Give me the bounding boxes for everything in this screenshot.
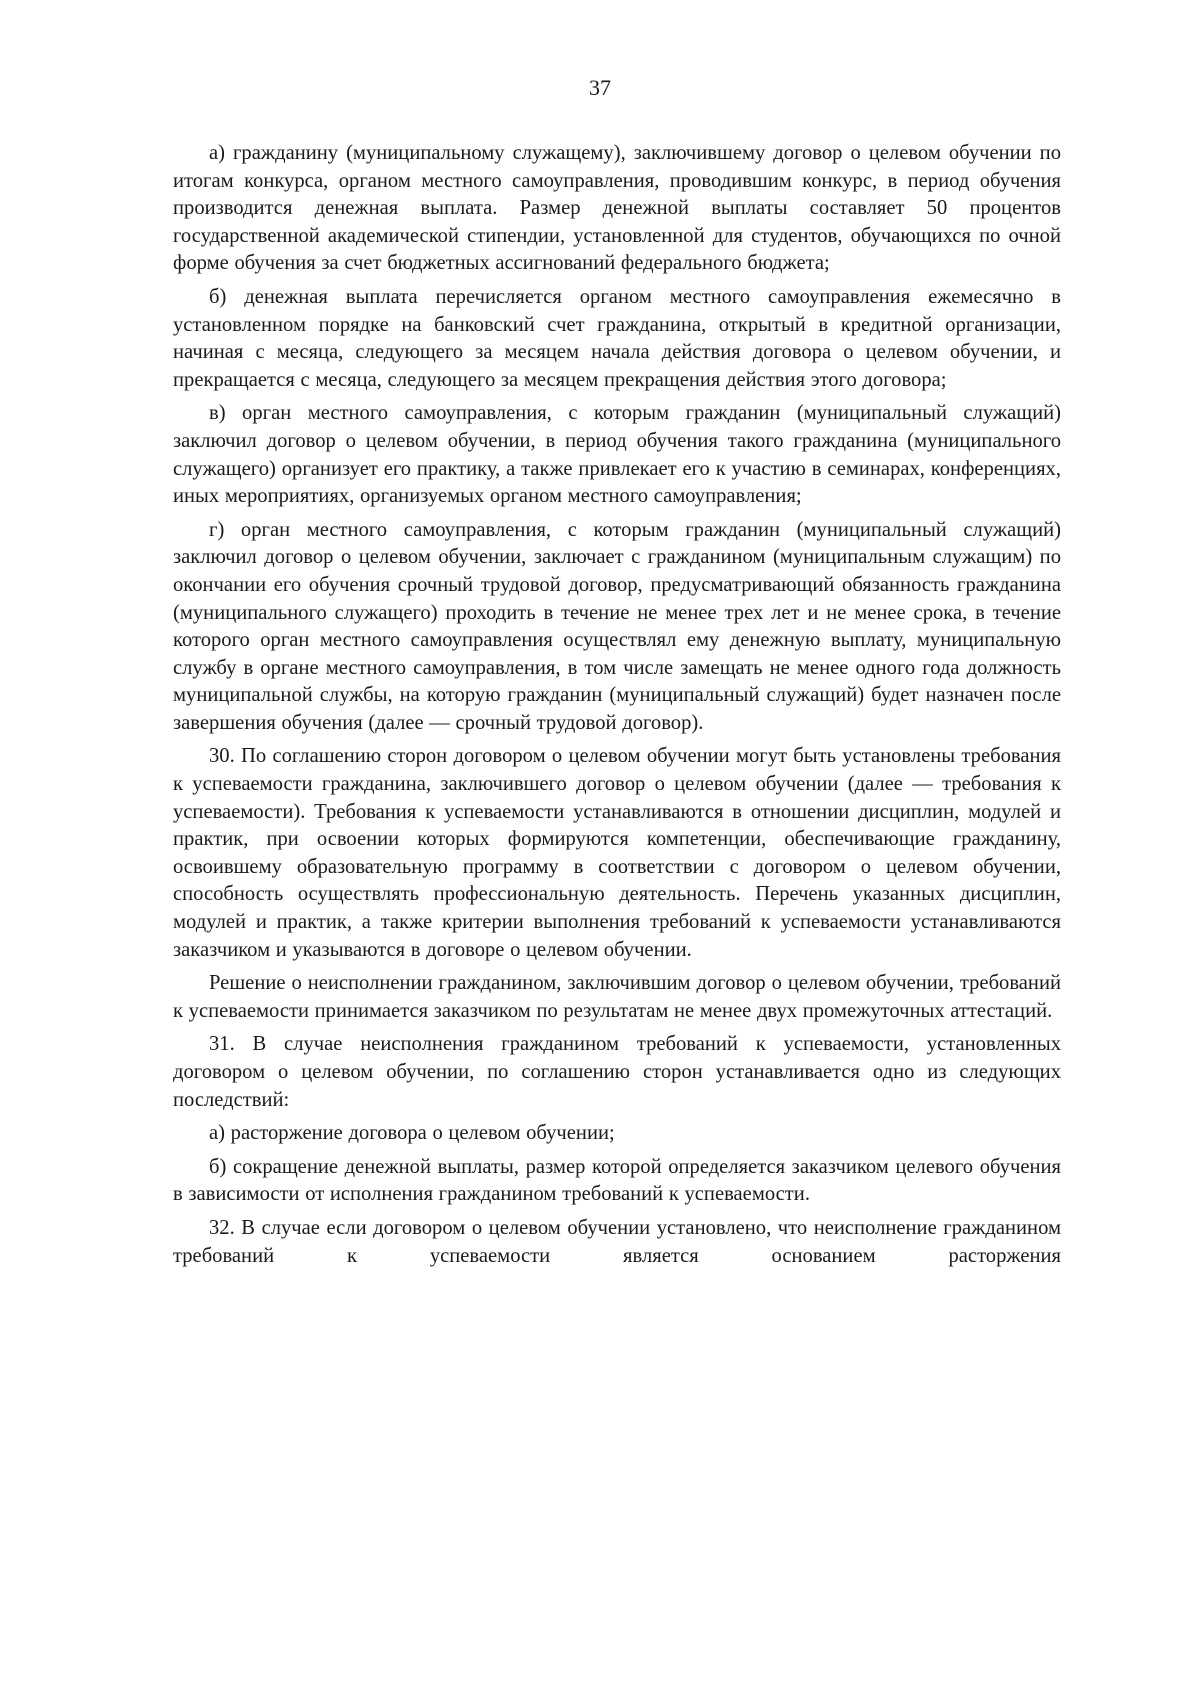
paragraph-31-a: а) расторжение договора о целевом обучении; — [209, 1122, 615, 1145]
paragraph-a-payment: а) гражданину (муниципальному служащему), заключившему договор о целевом обучении по итогам конкурса, органом местного самоуправления, проводившим конкурс, в период обучения производится денежная выплата. Размер денежной выплаты составляет 50 процентов государственной академической стипендии, установленной для студентов, обучающихся по очной форме обучения за счет бюджетных ассигнований федерального бюджета; — [173, 142, 1061, 275]
paragraph-b-transfer: б) денежная выплата перечисляется органом местного самоуправления ежемесячно в установленном порядке на банковский счет гражданина, открытый в кредитной организации, начиная с месяца, следующего за месяцем начала действия договора о целевом обучении, и прекращается с месяца, следующего за месяцем прекращения действия этого договора; — [173, 285, 1061, 391]
paragraph-g-contract: г) орган местного самоуправления, с которым гражданин (муниципальный служащий) заключил договор о целевом обучении, заключает с гражданином (муниципальным служащим) по окончании его обучения срочный трудовой договор, предусматривающий обязанность гражданина (муниципального служащего) проходить в течение не менее трех лет и не менее срока, в течение которого орган местного самоуправления осуществлял ему денежную выплату, муниципальную службу в органе местного самоуправления, в том числе замещать не менее одного года должность муниципальной службы, на которую гражданин (муниципальный служащий) будет назначен после завершения обучения (далее — срочный трудовой договор). — [173, 518, 1061, 734]
paragraph-31-b: б) сокращение денежной выплаты, размер которой определяется заказчиком целевого обучения в зависимости от исполнения гражданином требований к успеваемости. — [173, 1155, 1061, 1206]
paragraph-32: 32. В случае если договором о целевом обучении установлено, что неисполнение гражданином требований к успеваемости является основанием расторжения — [173, 1216, 1061, 1267]
document-body — [173, 140, 1061, 1270]
paragraph-v-practice: в) орган местного самоуправления, с которым гражданин (муниципальный служащий) заключил договор о целевом обучении, в период обучения такого гражданина (муниципального служащего) организует его практику, а также привлекает его к участию в семинарах, конференциях, иных мероприятиях, организуемых органом местного самоуправления; — [173, 402, 1061, 508]
page-number: 37 — [589, 75, 611, 100]
paragraph-30-requirements: 30. По соглашению сторон договором о целевом обучении могут быть установлены требования к успеваемости гражданина, заключившего договор о целевом обучении (далее — требования к успеваемости). Требования к успеваемости устанавливаются в отношении дисциплин, модулей и практик, при освоении которых формируются компетенции, обеспечивающие гражданину, освоившему образовательную программу в соответствии с договором о целевом обучении, способность осуществлять профессиональную деятельность. Перечень указанных дисциплин, модулей и практик, а также критерии выполнения требований к успеваемости устанавливаются заказчиком и указываются в договоре о целевом обучении. — [173, 745, 1061, 961]
paragraph-decision: Решение о неисполнении гражданином, заключившим договор о целевом обучении, требований к успеваемости принимается заказчиком по результатам не менее двух промежуточных аттестаций. — [173, 972, 1061, 1022]
paragraph-31-consequences: 31. В случае неисполнения гражданином требований к успеваемости, установленных договором о целевом обучении, по соглашению сторон устанавливается одно из следующих последствий: — [173, 1033, 1061, 1111]
